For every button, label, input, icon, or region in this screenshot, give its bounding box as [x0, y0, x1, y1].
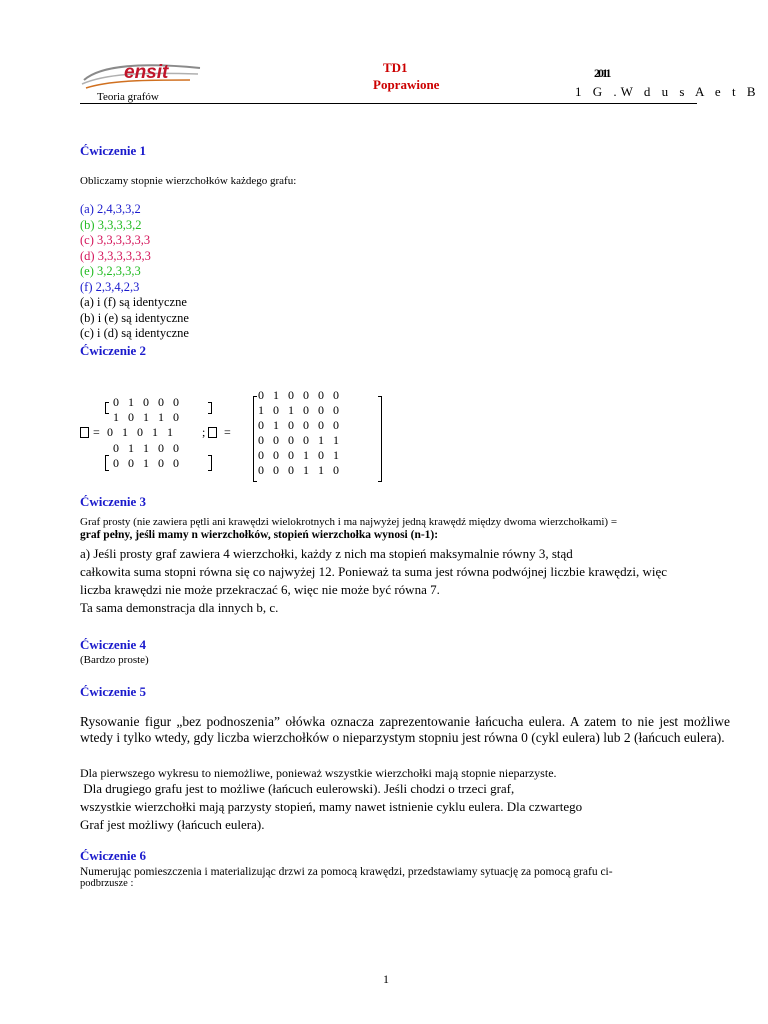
doc-status: Poprawione [373, 77, 440, 92]
ex6-heading: Ćwiczenie 6 [80, 848, 147, 863]
degree-item: (d) 3,3,3,3,3,3 [80, 248, 151, 263]
ex5-line: Dla drugiego grafu jest to możliwe (łańcuch eulerowski). Jeśli chodzi o trzeci graf, [80, 781, 515, 796]
ex5-line: wszystkie wierzchołki mają parzysty stopień, mamy nawet istnienie cyklu eulera. Dla czwartego [80, 799, 583, 814]
ex6-line: podbrzusze : [80, 878, 134, 889]
matrix-b-row: 1 0 1 0 0 0 [258, 403, 339, 417]
matrix-equation [80, 390, 400, 480]
equals-sign: = [224, 425, 231, 439]
page-number: 1 [383, 972, 389, 986]
matrix-b-row: 0 1 0 0 0 0 [258, 388, 339, 402]
ex3-body [80, 516, 730, 542]
matrix-a-row: 0 1 0 1 1 [107, 425, 173, 439]
missing-glyph-icon [208, 427, 217, 438]
degree-item: (f) 2,3,4,2,3 [80, 279, 140, 294]
missing-glyph-icon [80, 427, 89, 438]
matrix-a-row: 0 1 0 0 0 [113, 395, 179, 409]
matrix-a-row: 1 0 1 1 0 [113, 410, 179, 424]
doc-year: 2011 [594, 66, 610, 80]
ex3-definition-bold: graf pełny, jeśli mamy n wierzchołków, stopień wierzchołka wynosi (n-1): [80, 529, 439, 541]
degree-item: (c) 3,3,3,3,3,3 [80, 233, 151, 247]
ensit-logo [80, 58, 206, 94]
ex4-heading: Ćwiczenie 4 [80, 637, 147, 652]
ex6-body [80, 866, 730, 890]
ex3-definition: Graf prosty (nie zawiera pętli ani krawędzi wielokrotnych i ma najwyżej jedną krawędź między dwoma wierzchołkami) = [80, 516, 618, 528]
matrix-b-row: 0 0 0 1 1 0 [258, 463, 339, 477]
ex3-line: Ta sama demonstracja dla innych b, c. [80, 600, 279, 615]
ex5-heading: Ćwiczenie 5 [80, 684, 147, 699]
ex4-note: (Bardzo proste) [80, 654, 149, 666]
logo-text: ensit [124, 62, 169, 83]
matrix-a-row: 0 1 1 0 0 [113, 441, 179, 455]
ex3-line: liczba krawędzi nie może przekraczać 6, więc nie może być równa 7. [80, 582, 440, 597]
ex2-heading: Ćwiczenie 2 [80, 343, 147, 358]
class-label: 1 G .W d u s A e t B [575, 84, 760, 99]
header-divider [80, 103, 697, 104]
degree-item: (a) 2,4,3,3,2 [80, 202, 141, 216]
matrix-separator: ; [202, 425, 206, 439]
ex3-line: całkowita suma stopni równa się co najwyżej 12. Ponieważ ta suma jest równa podwójnej liczbie krawędzi, więc [80, 564, 667, 579]
ex5-paragraph: Rysowanie figur „bez podnoszenia” ołówka oznacza zaprezentowanie łańcucha eulera. A zatem to nie jest możliwe wtedy i tylko wtedy, gdy liczba wierzchołków o nieparzystym stopniu jest równa 0 (cykl eulera) lub 2 (łańcuch eulera). [80, 714, 730, 745]
identical-note: (b) i (e) są identyczne [80, 310, 189, 325]
ex5-line: Graf jest możliwy (łańcuch eulera). [80, 817, 265, 832]
matrix-b-row: 0 0 0 1 0 1 [258, 448, 339, 462]
equals-sign: = [93, 425, 100, 439]
matrix-b-row: 0 1 0 0 0 0 [258, 418, 339, 432]
matrix-a-row: 0 0 1 0 0 [113, 456, 179, 470]
ex3-line: a) Jeśli prosty graf zawiera 4 wierzchołki, każdy z nich ma stopień maksymalnie równy 3, stąd [80, 546, 573, 561]
ex1-intro: Obliczamy stopnie wierzchołków każdego grafu: [80, 175, 297, 187]
ex3-heading: Ćwiczenie 3 [80, 494, 147, 509]
doc-title: TD1 [383, 60, 408, 75]
identical-note: (c) i (d) są identyczne [80, 326, 189, 340]
identical-note: (a) i (f) są identyczne [80, 295, 187, 309]
degree-item: (e) 3,2,3,3,3 [80, 264, 141, 278]
degree-item: (b) 3,3,3,3,2 [80, 217, 142, 232]
subject-label: Teoria grafów [97, 91, 159, 103]
matrix-b-row: 0 0 0 0 1 1 [258, 433, 339, 447]
ex6-line: Numerując pomieszczenia i materializując drzwi za pomocą krawędzi, przedstawiamy sytuację za pomocą grafu ci- [80, 866, 613, 878]
ex5-line-small: Dla pierwszego wykresu to niemożliwe, ponieważ wszystkie wierzchołki mają stopnie nieparzyste. [80, 766, 557, 780]
ex1-heading: Ćwiczenie 1 [80, 143, 147, 158]
